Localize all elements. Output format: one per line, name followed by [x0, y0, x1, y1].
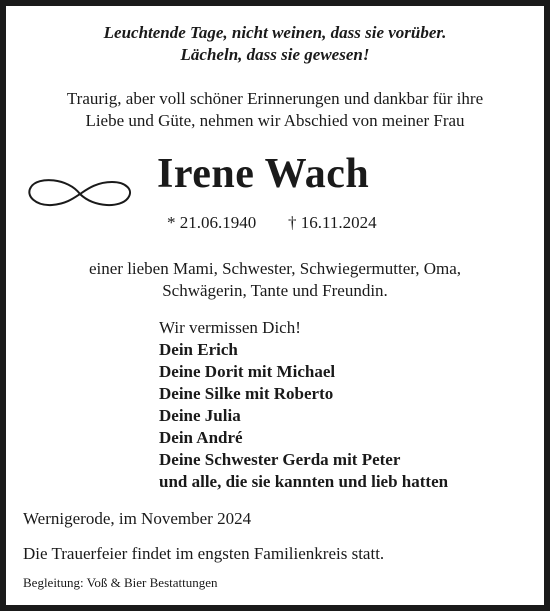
mourner-line: Dein Erich: [159, 340, 238, 359]
mourner-line: Deine Schwester Gerda mit Peter: [159, 450, 401, 469]
mourner-line: Deine Silke mit Roberto: [159, 384, 334, 403]
mourner-line: Deine Julia: [159, 406, 241, 425]
birth-date: * 21.06.1940: [167, 213, 257, 232]
place-date: Wernigerode, im November 2024: [23, 509, 252, 528]
infinity-symbol-icon: [24, 172, 136, 216]
motto-line-2: Lächeln, dass sie gewesen!: [180, 45, 370, 64]
deceased-name: Irene Wach: [157, 151, 370, 197]
relation-line-2: Schwägerin, Tante und Freundin.: [162, 281, 388, 300]
relation-line-1: einer lieben Mami, Schwester, Schwiegermutter, Oma,: [88, 259, 462, 278]
motto-line-1: Leuchtende Tage, nicht weinen, dass sie vorüber.: [103, 23, 447, 42]
intro-line-2: Liebe und Güte, nehmen wir Abschied von meiner Frau: [85, 111, 465, 130]
footer-credit: Begleitung: Voß & Bier Bestattungen: [23, 575, 218, 590]
death-date: † 16.11.2024: [288, 213, 377, 232]
mourner-line: und alle, die sie kannten und lieb hatten: [159, 472, 449, 491]
mourners-list: [159, 317, 448, 493]
mourner-line: Wir vermissen Dich!: [159, 318, 301, 337]
mourner-line: Deine Dorit mit Michael: [159, 362, 336, 381]
intro-line-1: Traurig, aber voll schöner Erinnerungen und dankbar für ihre: [66, 89, 484, 108]
funeral-note: Die Trauerfeier findet im engsten Familienkreis statt.: [23, 544, 385, 563]
mourner-line: Dein André: [159, 428, 243, 447]
